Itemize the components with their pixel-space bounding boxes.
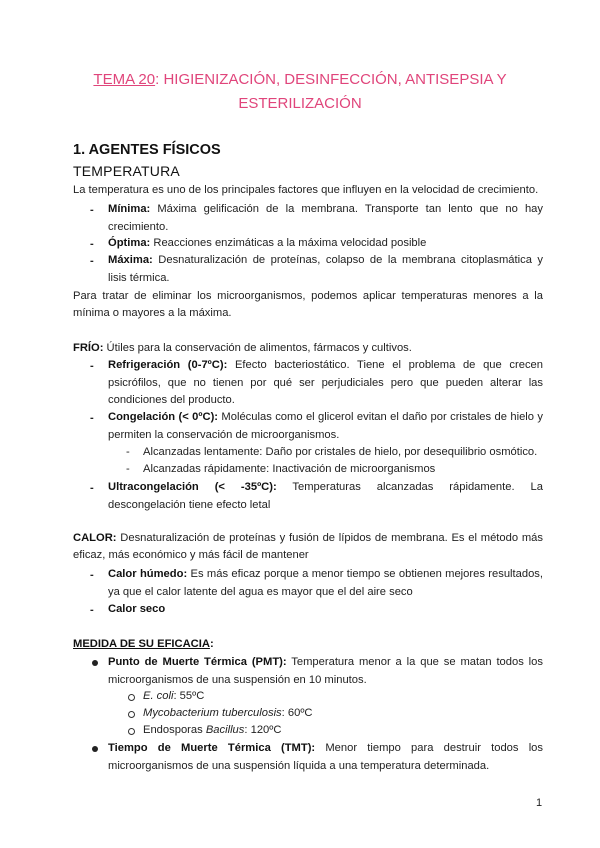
bullet-dot — [92, 660, 98, 666]
list-item: Calor húmedo: Es más eficaz porque a menor tiempo se obtienen mejores resultados, ya que el calor latente del agua es mayor que el del aire seco — [108, 568, 544, 598]
list-item: Congelación (< 0ºC): Moléculas como el glicerol evitan el daño por cristales de hielo y permiten la conservación de microorganismos. — [108, 411, 543, 441]
title-line2: ESTERILIZACIÓN — [238, 95, 362, 112]
circle-bullet — [128, 711, 135, 718]
sub-list-item: Mycobacterium tuberculosis: 60ºC — [143, 707, 313, 719]
sub-list-item: Alcanzadas lentamente: Daño por cristales de hielo, por desequilibrio osmótico. — [143, 446, 538, 458]
page-number: 1 — [536, 797, 543, 809]
dash-bullet: - — [90, 569, 94, 581]
list-item: Ultracongelación (< -35ºC): Temperaturas alcanzadas rápidamente. La descongelación tiene efecto letal — [108, 481, 543, 511]
circle-bullet — [128, 694, 135, 701]
dash-bullet: - — [90, 482, 94, 494]
dash-bullet: - — [90, 412, 94, 424]
bullet-dot — [92, 746, 98, 752]
dash-bullet: - — [126, 446, 130, 458]
intro-paragraph: La temperatura es uno de los principales factores que influyen en la velocidad de crecimiento. — [73, 184, 539, 196]
list-item: Mínima: Máxima gelificación de la membrana. Transporte tan lento que no hay crecimiento. — [108, 203, 543, 233]
list-item: Calor seco — [108, 603, 166, 615]
list-item: Refrigeración (0-7ºC): Efecto bacteriostático. Tiene el problema de que crecen psicrófilos, que no tienen por qué ser perjudiciales pero que pueden alterar las condiciones del producto. — [108, 359, 543, 406]
title-tema: TEMA 20 — [93, 71, 156, 88]
dash-bullet: - — [90, 604, 94, 616]
dash-bullet: - — [90, 255, 94, 267]
circle-bullet — [128, 728, 135, 735]
medida-heading: MEDIDA DE SU EFICACIA: — [73, 638, 214, 650]
sub-list-item: Endosporas Bacillus: 120ºC — [143, 724, 282, 736]
paragraph: Para tratar de eliminar los microorganismos, podemos aplicar temperaturas menores a la mínima o mayores a la máxima. — [73, 290, 543, 319]
frio-paragraph: FRÍO: Útiles para la conservación de alimentos, fármacos y cultivos. — [73, 342, 412, 354]
calor-paragraph: CALOR: Desnaturalización de proteínas y fusión de lípidos de membrana. Es el método más eficaz, más económico y más fácil de mantener — [73, 532, 543, 561]
subsection-heading: TEMPERATURA — [73, 163, 180, 179]
list-item: Óptima: Reacciones enzimáticas a la máxima velocidad posible — [108, 237, 427, 249]
section-heading: 1. AGENTES FÍSICOS — [73, 142, 221, 158]
dash-bullet: - — [126, 463, 130, 475]
document-title — [60, 68, 540, 116]
dash-bullet: - — [90, 204, 94, 216]
dash-bullet: - — [90, 238, 94, 250]
list-item: Tiempo de Muerte Térmica (TMT): Menor tiempo para destruir todos los microorganismos de una suspensión líquida a una temperatura determinada. — [108, 742, 543, 772]
list-item: Punto de Muerte Térmica (PMT): Temperatura menor a la que se matan todos los microorganismos de una suspensión en 10 minutos. — [108, 656, 543, 686]
sub-list-item: Alcanzadas rápidamente: Inactivación de microorganismos — [143, 463, 436, 475]
sub-list-item: E. coli: 55ºC — [143, 690, 205, 702]
list-item: Máxima: Desnaturalización de proteínas, colapso de la membrana citoplasmática y lisis térmica. — [108, 254, 543, 284]
dash-bullet: - — [90, 360, 94, 372]
title-line1: : HIGIENIZACIÓN, DESINFECCIÓN, ANTISEPSIA Y — [155, 71, 507, 88]
